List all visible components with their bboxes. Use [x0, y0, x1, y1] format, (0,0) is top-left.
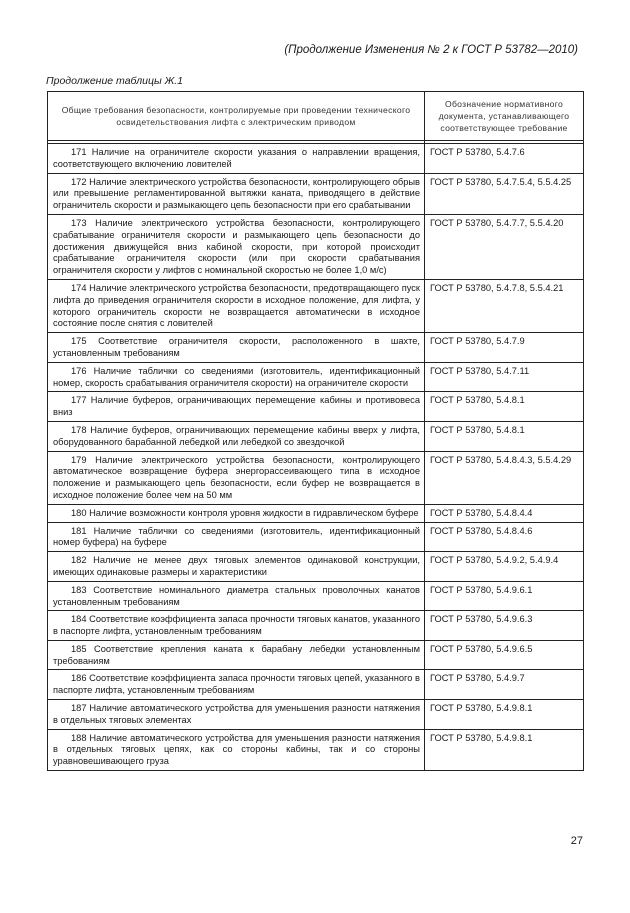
requirement-text: 182 Наличие не менее двух тяговых элементов одинаковой конструкции, имеющих одинаковые размеры и характеристики [48, 552, 425, 582]
requirement-text: 171 Наличие на ограничителе скорости указания о направлении вращения, соответствующего включению ловителей [48, 144, 425, 174]
table-caption: Продолжение таблицы Ж.1 [46, 75, 183, 87]
table-row [48, 640, 584, 670]
requirement-text: 180 Наличие возможности контроля уровня жидкости в гидравлическом буфере [48, 504, 425, 522]
requirement-text: 174 Наличие электрического устройства безопасности, предотвращающего пуск лифта до приведения ограничителя скорости в исходное положение, для лифта, у которого ограничитель скорости не возвращается автоматически в исходное состояние после снятия с ловителей [48, 279, 425, 332]
document-reference: ГОСТ Р 53780, 5.4.8.4.4 [425, 504, 584, 522]
table-row [48, 392, 584, 422]
requirement-text: 175 Соответствие ограничителя скорости, расположенного в шахте, установленным требованиям [48, 333, 425, 363]
requirement-text: 181 Наличие таблички со сведениями (изготовитель, идентификационный номер буфера) на буфере [48, 522, 425, 552]
requirement-text: 173 Наличие электрического устройства безопасности, контролирующего срабатывание ограничителя скорости и размыкающего цепь безопасности до достижения движущейся вниз кабиной скорости, при которой происходит срабатывание ограничителя скорости (или при скорости срабатывания ограничителя скорости у лифтов с номинальной скоростью не более 1,0 м/с) [48, 214, 425, 279]
table-row [48, 173, 584, 214]
document-reference: ГОСТ Р 53780, 5.4.7.9 [425, 333, 584, 363]
document-reference: ГОСТ Р 53780, 5.4.7.8, 5.5.4.21 [425, 279, 584, 332]
requirement-text: 187 Наличие автоматического устройства для уменьшения разности натяжения в отдельных тяговых элементах [48, 700, 425, 730]
document-reference: ГОСТ Р 53780, 5.4.9.6.3 [425, 611, 584, 641]
table-row [48, 729, 584, 770]
page-number: 27 [570, 835, 583, 847]
table-header-row [48, 92, 584, 141]
requirement-text: 172 Наличие электрического устройства безопасности, контролирующего обрыв или превышение регламентированной вытяжки каната, приводящего в действие ограничитель скорости и размыкающего цепь безопасности при его срабатывании [48, 173, 425, 214]
requirement-text: 188 Наличие автоматического устройства для уменьшения разности натяжения в отдельных тяговых цепях, как со стороны кабины, так и со стороны уравновешивающего груза [48, 729, 425, 770]
document-reference: ГОСТ Р 53780, 5.4.9.8.1 [425, 700, 584, 730]
table-row [48, 421, 584, 451]
table-row [48, 611, 584, 641]
requirement-text: 183 Соответствие номинального диаметра стальных проволочных канатов установленным требованиям [48, 581, 425, 611]
table-row [48, 504, 584, 522]
document-reference: ГОСТ Р 53780, 5.4.7.6 [425, 144, 584, 174]
document-reference: ГОСТ Р 53780, 5.4.9.6.5 [425, 640, 584, 670]
document-reference: ГОСТ Р 53780, 5.4.7.11 [425, 362, 584, 392]
document-header: (Продолжение Изменения № 2 к ГОСТ Р 53782—2010) [284, 44, 578, 56]
table-row [48, 670, 584, 700]
table-row [48, 451, 584, 504]
table-row [48, 522, 584, 552]
table-row [48, 333, 584, 363]
requirement-text: 178 Наличие буферов, ограничивающих перемещение кабины вверх у лифта, оборудованного барабанной лебедкой или лебедкой со звездочкой [48, 421, 425, 451]
table-row [48, 581, 584, 611]
requirement-text: 185 Соответствие крепления каната к барабану лебедки установленным требованиям [48, 640, 425, 670]
document-reference: ГОСТ Р 53780, 5.4.8.1 [425, 421, 584, 451]
column-header-requirements: Общие требования безопасности, контролируемые при проведении технического освидетельствования лифта с электрическим приводом [48, 92, 425, 141]
document-reference: ГОСТ Р 53780, 5.4.9.2, 5.4.9.4 [425, 552, 584, 582]
requirement-text: 184 Соответствие коэффициента запаса прочности тяговых канатов, указанного в паспорте лифта, установленным требованиям [48, 611, 425, 641]
requirements-table [47, 91, 584, 771]
table-row [48, 362, 584, 392]
requirement-text: 176 Наличие таблички со сведениями (изготовитель, идентификационный номер, скорость срабатывания ограничителя скорости) на ограничителе скорости [48, 362, 425, 392]
table-row [48, 279, 584, 332]
document-reference: ГОСТ Р 53780, 5.4.9.7 [425, 670, 584, 700]
table-row [48, 214, 584, 279]
requirement-text: 177 Наличие буферов, ограничивающих перемещение кабины и противовеса вниз [48, 392, 425, 422]
document-reference: ГОСТ Р 53780, 5.4.8.4.6 [425, 522, 584, 552]
table-row [48, 144, 584, 174]
requirement-text: 186 Соответствие коэффициента запаса прочности тяговых цепей, указанного в паспорте лифта, установленным требованиям [48, 670, 425, 700]
document-reference: ГОСТ Р 53780, 5.4.9.6.1 [425, 581, 584, 611]
document-reference: ГОСТ Р 53780, 5.4.7.7, 5.5.4.20 [425, 214, 584, 279]
column-header-document: Обозначение нормативного документа, устанавливающего соответствующее требование [425, 92, 584, 141]
table-row [48, 552, 584, 582]
document-reference: ГОСТ Р 53780, 5.4.9.8.1 [425, 729, 584, 770]
document-reference: ГОСТ Р 53780, 5.4.8.4.3, 5.5.4.29 [425, 451, 584, 504]
requirement-text: 179 Наличие электрического устройства безопасности, контролирующего автоматическое возвращение буфера энергорассеивающего типа в исходное положение и размыкающего цепь безопасности, если буфер не возвращается в исходное положение более чем на 50 мм [48, 451, 425, 504]
document-reference: ГОСТ Р 53780, 5.4.7.5.4, 5.5.4.25 [425, 173, 584, 214]
table-row [48, 700, 584, 730]
document-reference: ГОСТ Р 53780, 5.4.8.1 [425, 392, 584, 422]
